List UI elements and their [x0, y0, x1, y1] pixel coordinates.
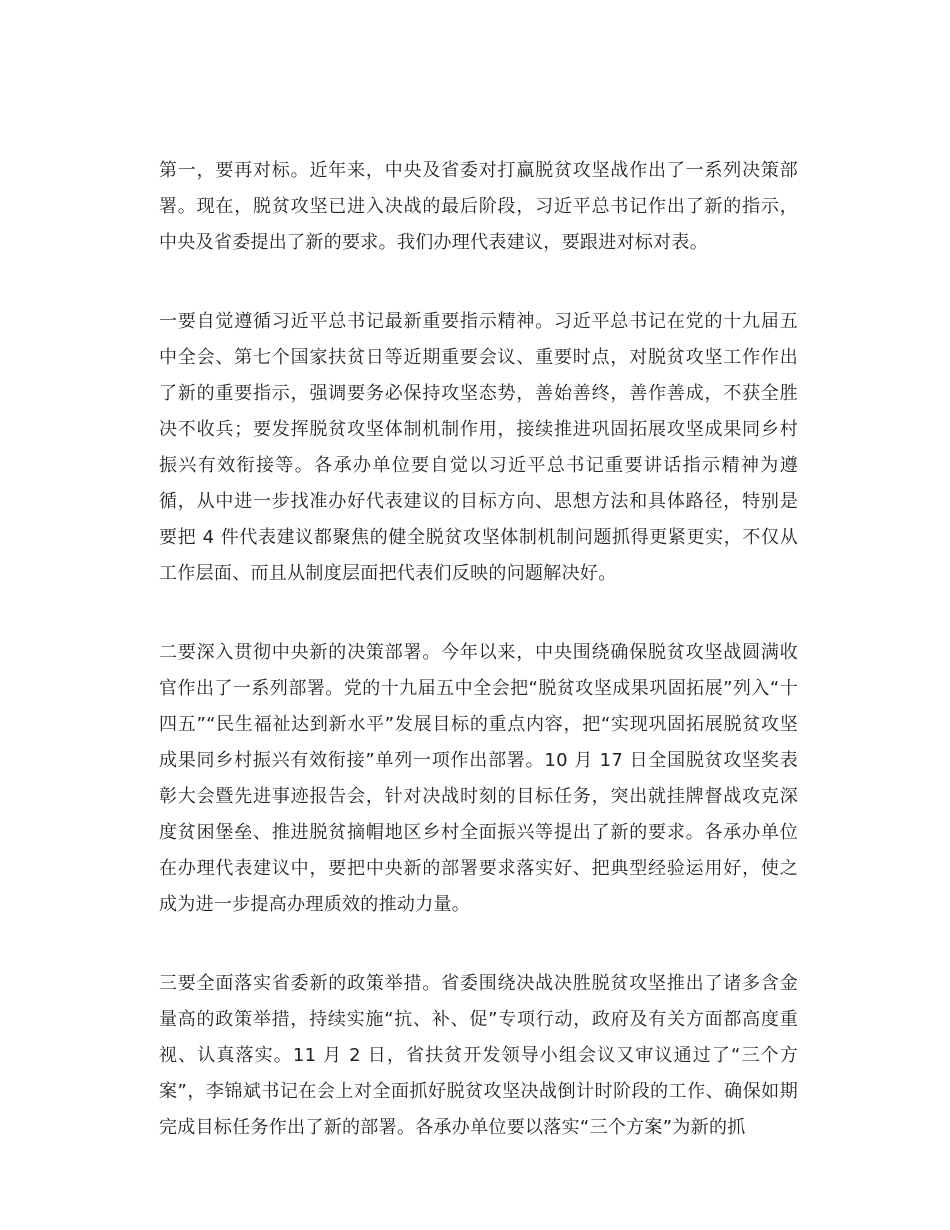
- paragraph-4: 三要全面落实省委新的政策举措。省委围绕决战决胜脱贫攻坚推出了诸多含金量高的政策举措，持续实施“抗、补、促”专项行动，政府及有关方面都高度重视、认真落实。11 月 2 日，省扶贫开发领导小组会议又审议通过了“三个方案”，李锦斌书记在会上对全面抓好脱贫攻坚决战倒计时阶段的工作、确保如期完成目标任务作出了新的部署。各承办单位要以落实“三个方案”为新的抓: [159, 973, 798, 1138]
- paragraph-1: 第一，要再对标。近年来，中央及省委对打赢脱贫攻坚战作出了一系列决策部署。现在，脱贫攻坚已进入决战的最后阶段，习近平总书记作出了新的指示，中央及省委提出了新的要求。我们办理代表建议，要跟进对标对表。: [159, 160, 798, 253]
- paragraph-3: 二要深入贯彻中央新的决策部署。今年以来，中央围绕确保脱贫攻坚战圆满收官作出了一系列部署。党的十九届五中全会把“脱贫攻坚成果巩固拓展”列入“十四五”“民生福祉达到新水平”发展目标的重点内容，把“实现巩固拓展脱贫攻坚成果同乡村振兴有效衔接”单列一项作出部署。10 月 17 日全国脱贫攻坚奖表彰大会暨先进事迹报告会，针对决战时刻的目标任务，突出就挂牌督战攻克深度贫困堡垒、推进脱贫摘帽地区乡村全面振兴等提出了新的要求。各承办单位在办理代表建议中，要把中央新的部署要求落实好、把典型经验运用好，使之成为进一步提高办理质效的推动力量。: [159, 642, 798, 915]
- paragraph-2: 一要自觉遵循习近平总书记最新重要指示精神。习近平总书记在党的十九届五中全会、第七个国家扶贫日等近期重要会议、重要时点，对脱贫攻坚工作作出了新的重要指示，强调要务必保持攻坚态势，善始善终，善作善成，不获全胜决不收兵；要发挥脱贫攻坚体制机制作用，接续推进巩固拓展攻坚成果同乡村振兴有效衔接等。各承办单位要自觉以习近平总书记重要讲话指示精神为遵循，从中进一步找准办好代表建议的目标方向、思想方法和具体路径，特别是要把 4 件代表建议都聚焦的健全脱贫攻坚体制机制问题抓得更紧更实，不仅从工作层面、而且从制度层面把代表们反映的问题解决好。: [159, 311, 798, 584]
